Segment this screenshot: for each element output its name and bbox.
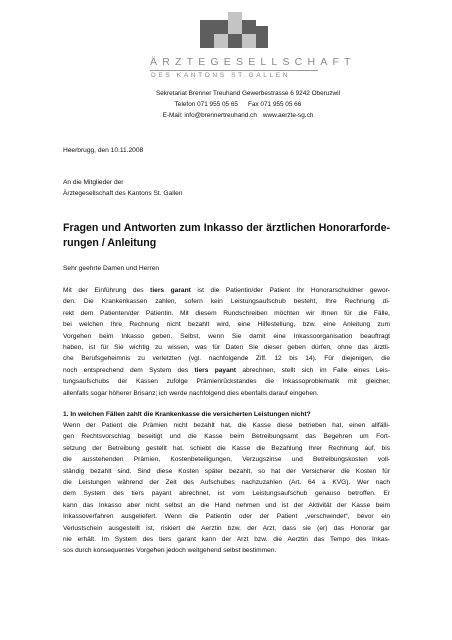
paragraph-text: Mit der Einführung des [63, 287, 151, 294]
paragraph-text: haben, ist für Sie wichtig zu wissen, was für Daten Sie dieser geben dürfen, ohne das ärztli- [63, 344, 390, 352]
letter-title [63, 221, 390, 250]
paragraph-text: Verlustschein ausgestellt ist, riskiert die Aerztin bzw. der Arzt, dass sie (er) das Honorar gar [63, 524, 390, 532]
paragraph-text: nie erhält. Im System des tiers garant kann der Arzt bzw. die Aerztin das Tempo des Inkas- [63, 536, 390, 544]
title-line: Fragen und Antworten zum Inkasso der ärztlichen Honorarforde- [63, 222, 390, 234]
web-line [0, 110, 452, 121]
paragraph-line [63, 500, 390, 511]
title-line: rungen / Anleitung [63, 236, 157, 249]
paragraph-text: die ausstehenden Prämien, Kostenbeteiligungen, Verzugszinse und Betreibungskosten voll- [63, 456, 390, 464]
paragraph-text: tungsaufschubs der Kassen zufolge Prämienrückstandes die Inkassoproblematik mit gleicher, [63, 378, 390, 386]
paragraph-text: allenfalls sogar höherer Brisanz; ich werde nachfolgend dies ebenfalls darauf eingehen. [63, 389, 319, 397]
paragraph-text: ständig bezahlt sind. Sind diese Kosten später bezahlt, so hat der Versicherer die Kosten für [63, 467, 390, 475]
paragraph-line [63, 285, 390, 296]
paragraph-text: noch entsprechend dem System des [63, 366, 195, 374]
logo-mark-icon [198, 12, 272, 52]
paragraph-line [63, 331, 390, 342]
paragraph-line [63, 296, 390, 307]
paragraph-text: Vorgehen beim Inkasso geben. Selbst, wenn Sie damit eine Inkassoorganisation beauftragt [63, 332, 390, 340]
paragraph-text: che Berufsgeheimnis zu verletzten (vgl. nachfolgende Ziff. 12 bis 14). Für diejenigen, die [63, 355, 390, 363]
paragraph-line [63, 431, 390, 442]
paragraph-text: abrechnen, stellt sich im Falle eines Leis- [235, 366, 391, 374]
contact-line [0, 99, 452, 110]
paragraph-line [63, 488, 390, 499]
intro-paragraph [63, 285, 390, 399]
paragraph-line [63, 420, 390, 431]
emphasized-term: tiers garant [150, 287, 191, 294]
paragraph-line [63, 353, 390, 364]
paragraph-line [63, 308, 390, 319]
address-line: Sekretariat Brenner Treuhand Gewerbestrasse 6 9242 Oberuzwil [155, 90, 340, 97]
paragraph-text: die Leistungen während der Zeit des Aufschubes nachzuzahlen (Art. 64 a KVG). Wer nach [63, 479, 390, 487]
paragraph-text: dem System des tiers payant abrechnet, ist vom Leistungsaufschub genauso betroffen. Er [63, 490, 390, 498]
paragraph-line [63, 545, 390, 556]
phone-number: Telefon 071 955 05 65 [174, 101, 238, 108]
paragraph-text: ist die Patientin/der Patient Ihr Honorarschuldner gewor- [190, 287, 390, 294]
paragraph-line [63, 454, 390, 465]
paragraph-line [63, 523, 390, 534]
website-link[interactable]: www.aerzte-sg.ch [262, 112, 314, 119]
paragraph-text: Inkassoverfahren ausgeliefert. Wenn die Patientin oder der Patient „verschwindet“, bevor ein [63, 513, 390, 521]
paragraph-text: bei welchen Ihre Rechnung nicht bezahlt wird, eine Hilfestellung, bzw. eine Anleitung zum [63, 321, 390, 329]
paragraph-text: Wenn der Patient die Prämien nicht bezahlt hat, die Kasse diese betrieben hat, einen allfälli- [63, 422, 390, 429]
paragraph-line [63, 342, 390, 353]
logo-subtitle: DES KANTONS ST.GALLEN [151, 72, 291, 79]
section1-paragraph [63, 420, 390, 557]
paragraph-line [63, 466, 390, 477]
paragraph-text: sos durch konsequentes Vorgehen jedoch weitgehend selbst bestimmen. [63, 547, 277, 555]
email-address[interactable]: E-Mail: info@brennertreuhand.ch [162, 112, 257, 119]
logo-wordmark: ÄRZTEGESELLSCHAFT [150, 56, 356, 68]
paragraph-text: den. Die Krankenkassen zahlen, sofern kein Leistungsaufschub besteht, Ihre Rechnung di- [63, 298, 390, 306]
logo-divider [150, 70, 318, 71]
paragraph-line [63, 365, 390, 376]
paragraph-line [63, 511, 390, 522]
society-logo [150, 12, 356, 82]
paragraph-line [63, 388, 390, 399]
paragraph-line [63, 443, 390, 454]
emphasized-term: tiers payant [194, 366, 236, 374]
paragraph-text: kann das Inkasso aber nicht selbst an die Hand nehmen und ist der Aktivität der Kasse beim [63, 501, 390, 509]
fax-number: Fax 071 955 05 66 [247, 101, 302, 108]
paragraph-text: rekt dem Patienten/der Patientin. Mit diesem Rundschreiben möchten wir Ihnen für die Fälle, [63, 309, 390, 317]
letterhead-address [0, 88, 452, 121]
recipient-block [63, 177, 390, 200]
salutation: Sehr geehrte Damen und Herren [63, 265, 160, 272]
section-heading: 1. In welchen Fällen zahlt die Krankenkasse die versicherten Leistungen nicht? [63, 411, 311, 418]
paragraph-line [63, 534, 390, 545]
letter-date: Heerbrugg, den 10.11.2008 [63, 147, 144, 154]
recipient-line: Ärztegesellschaft des Kantons St. Gallen [63, 190, 183, 198]
paragraph-line [63, 477, 390, 488]
paragraph-line [63, 319, 390, 330]
paragraph-text: setzung der Betreibung gestellt hat, schiebt die Kasse die Bezahlung Ihrer Rechnung auf, bis [63, 444, 390, 452]
paragraph-line [63, 376, 390, 387]
recipient-line: An die Mitglieder der [63, 179, 124, 186]
paragraph-text: gen Rechtsvorschlag beseitigt und die Kasse beim Betreibungsamt das Begehren um Fort- [63, 433, 390, 441]
